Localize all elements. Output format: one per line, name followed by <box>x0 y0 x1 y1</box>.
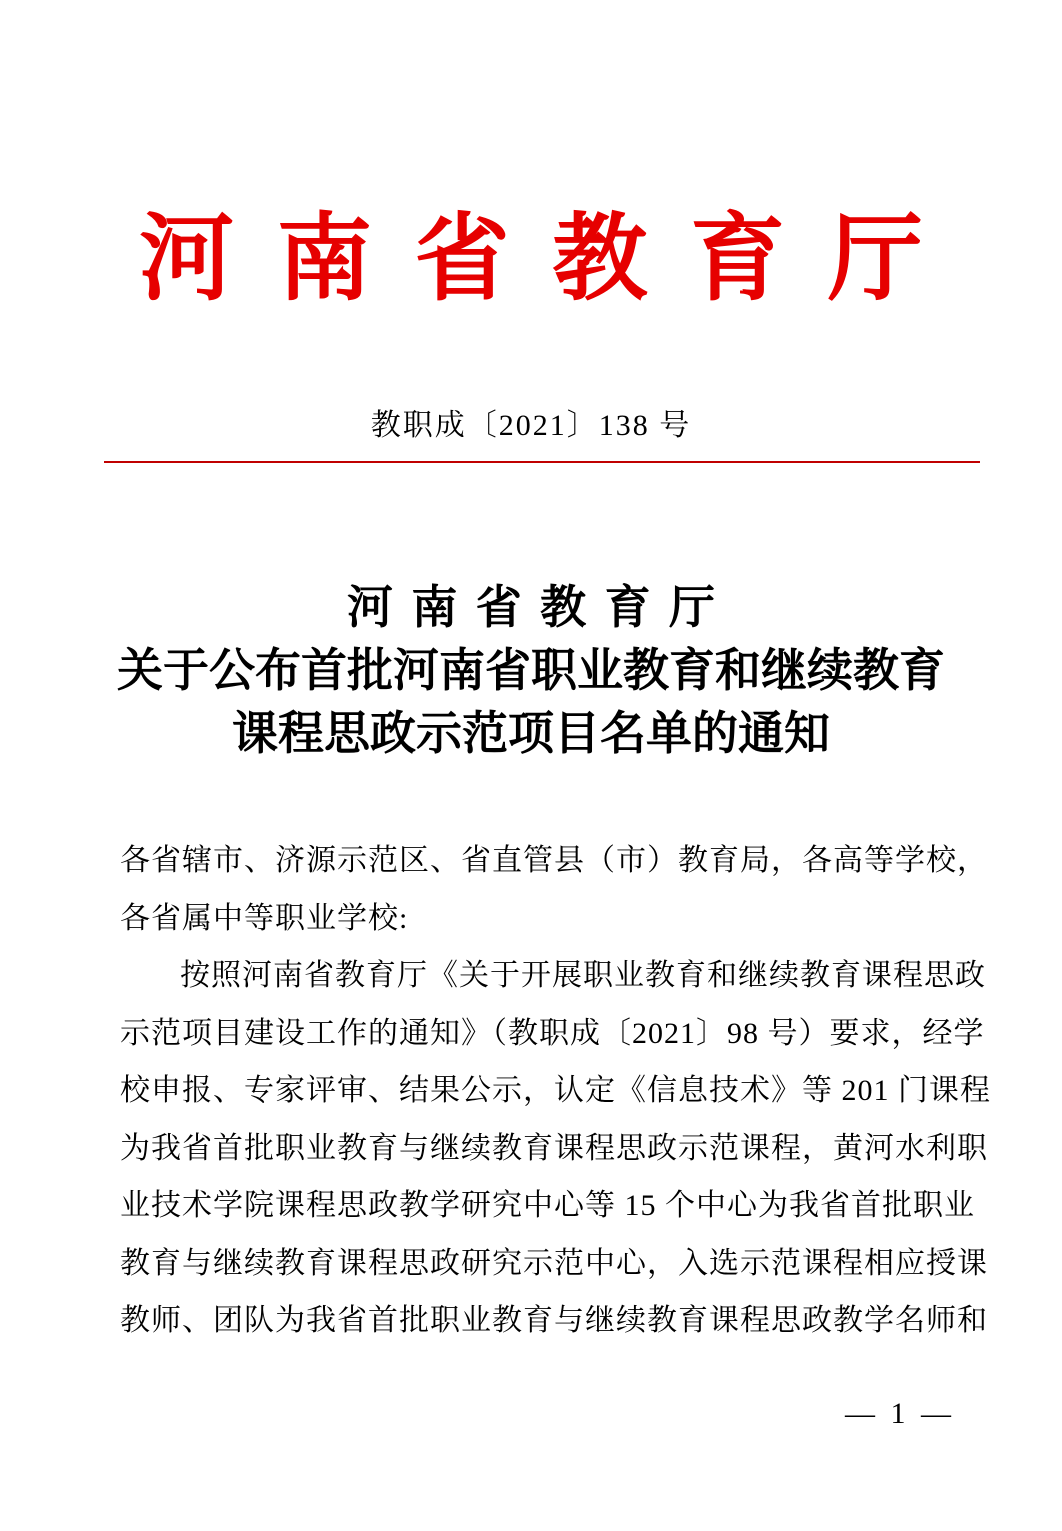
agency-letterhead: 河南省教育厅 <box>139 206 966 312</box>
document-title <box>0 576 1062 765</box>
title-subject-line-1: 关于公布首批河南省职业教育和继续教育 <box>117 645 945 696</box>
red-divider-line <box>104 461 980 463</box>
document-number: 教职成〔2021〕138 号 <box>370 409 692 442</box>
body-line-3: 按照河南省教育厅《关于开展职业教育和继续教育课程思政 <box>180 959 986 992</box>
body-line-8: 教育与继续教育课程思政研究示范中心，入选示范课程相应授课 <box>120 1246 988 1280</box>
body-line-7: 业技术学院课程思政教学研究中心等 15 个中心为我省首批职业 <box>120 1189 975 1222</box>
title-subject-line-2: 课程思政示范项目名单的通知 <box>232 708 830 759</box>
page-number: — 1 — <box>845 1397 955 1430</box>
body-line-6: 为我省首批职业教育与继续教育课程思政示范课程，黄河水利职 <box>120 1131 988 1165</box>
body-line-9: 教师、团队为我省首批职业教育与继续教育课程思政教学名师和 <box>120 1304 988 1337</box>
body-line-4: 示范项目建设工作的通知》（教职成〔2021〕98 号）要求，经学 <box>120 1016 985 1050</box>
body-line-2: 各省属中等职业学校: <box>120 901 409 935</box>
document-body <box>120 832 991 1350</box>
body-line-5: 校申报、专家评审、结果公示，认定《信息技术》等 201 门课程 <box>120 1074 991 1107</box>
body-line-1: 各省辖市、济源示范区、省直管县（市）教育局，各高等学校， <box>120 844 988 877</box>
title-agency-line: 河南省教育厅 <box>346 582 734 633</box>
